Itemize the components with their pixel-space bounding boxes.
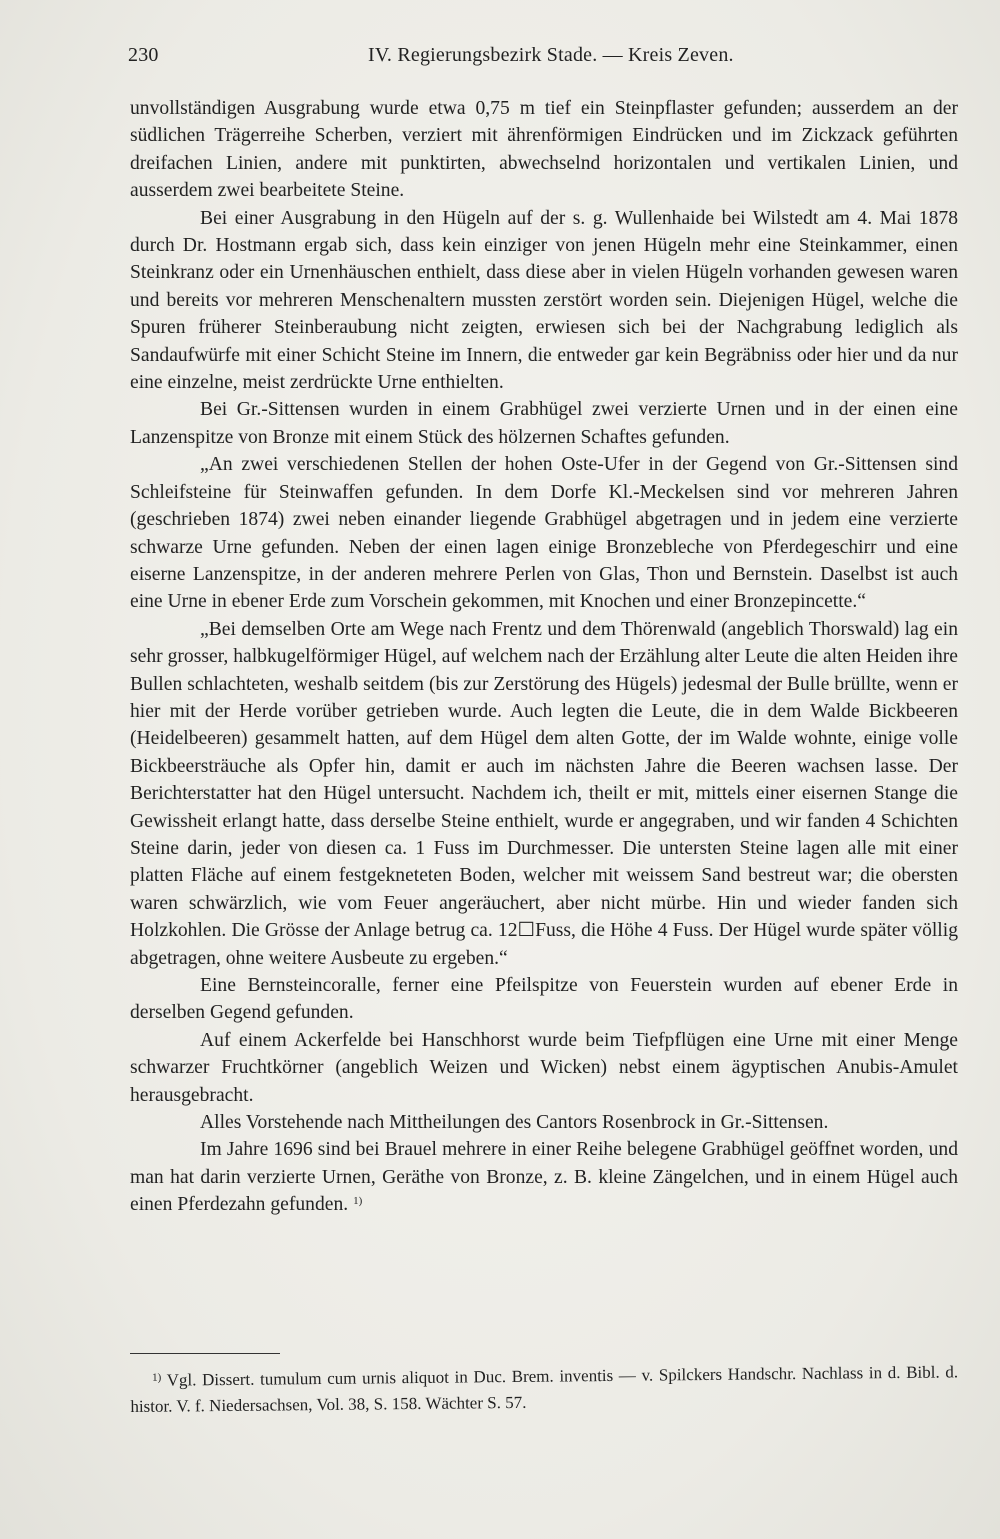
paragraph: Alles Vorstehende nach Mittheilungen des Cantors Rosenbrock in Gr.-Sittensen. (200, 1112, 829, 1134)
paragraph-with-footnote-ref (130, 1136, 958, 1218)
paragraph-text: Im Jahre 1696 sind bei Brauel mehrere in einer Reihe belegene Grabhügel geöffnet worden, und man hat darin verzierte Urnen, Geräthe von Bronze, z. B. kleine Zängelchen, und in einem Hügel auch einen Pferdezahn gefunden. (130, 1139, 958, 1216)
footnote-divider (130, 1353, 280, 1354)
running-title: IV. Regierungsbezirk Stade. — Kreis Zeven. (368, 44, 734, 66)
footnote (130, 1359, 958, 1420)
main-text (130, 95, 958, 1219)
paragraph: unvollständigen Ausgrabung wurde etwa 0,75 m tief ein Steinpflaster gefunden; ausserdem an der südlichen Trägerreihe Scherben, verziert mit ährenförmigen Eindrücken und im Zickzack geführten dreifachen Linien, andere mit punktirten, abwechselnd horizontalen und vertikalen Linien, und ausserdem zwei bearbeitete Steine. (130, 98, 958, 202)
paragraph: „An zwei verschiedenen Stellen der hohen Oste-Ufer in der Gegend von Gr.-Sittensen sind Schleifsteine für Steinwaffen gefunden. In dem Dorfe Kl.-Meckelsen sind vor mehreren Jahren (geschrieben 1874) zwei neben einander liegende Grabhügel abgetragen und in jedem eine verzierte schwarze Urne gefunden. Neben der einen lagen einige Bronzebleche von Pferdegeschirr und eine eiserne Lanzenspitze, in der anderen mehrere Perlen von Glas, Thon und Bernstein. Daselbst ist auch eine Urne in ebener Erde zum Vorschein gekommen, mit Knochen und einer Bronzepincette.“ (130, 454, 958, 613)
paragraph: Eine Bernsteincoralle, ferner eine Pfeilspitze von Feuerstein wurden auf ebener Erde in derselben Gegend gefunden. (130, 975, 958, 1024)
paragraph: Bei Gr.-Sittensen wurden in einem Grabhügel zwei verzierte Urnen und in der einen eine Lanzenspitze von Bronze mit einem Stück des hölzernen Schaftes gefunden. (130, 399, 958, 448)
paragraph: „Bei demselben Orte am Wege nach Frentz und dem Thörenwald (angeblich Thorswald) lag ein sehr grosser, halbkugelförmiger Hügel, auf welchem nach der Erzählung alter Leute die alten Heiden ihre Bullen schlachteten, weshalb seitdem (bis zur Zerstörung des Hügels) jedesmal der Bulle brüllte, wenn er hier mit der Herde vorüber getrieben wurde. Auch legten die Leute, die in dem Walde Bickbeeren (Heidelbeeren) gesammelt hatten, auf dem Hügel dem alten Gotte, der im Walde wohnte, einige volle Bickbeersträuche als Opfer hin, damit er auch im nächsten Jahre die Beeren wachsen lasse. Der Berichterstatter hat den Hügel untersucht. Nachdem ich, theilt er mit, mittels einer eisernen Stange die Gewissheit erlangt hatte, dass derselbe Steine enthielt, wurde er angegraben, und wir fanden 4 Schichten Steine darin, jeder von diesen ca. 1 Fuss im Durchmesser. Die untersten Steine lagen alle mit einer platten Fläche auf einem festgekneteten Boden, welcher mit weissem Sand bestreut war; die obersten waren schwärzlich, wie vom Feuer angeräuchert, aber nicht mürbe. Hin und wieder fanden sich Holzkohlen. Die Grösse der Anlage betrug ca. 12☐Fuss, die Höhe 4 Fuss. Der Hügel wurde später völlig abgetragen, ohne weitere Ausbeute zu ergeben.“ (130, 618, 958, 969)
footnote-body: Vgl. Dissert. tumulum cum urnis aliquot in Duc. Brem. inventis — v. Spilckers Handschr. Nachlass in d. Bibl. d. histor. V. f. Niedersachsen, Vol. 38, S. 158. Wächter S. 57. (130, 1362, 959, 1416)
footnote-text (130, 1359, 958, 1420)
footnote-marker: 1) (152, 1371, 162, 1384)
paragraph: Bei einer Ausgrabung in den Hügeln auf der s. g. Wullenhaide bei Wilstedt am 4. Mai 1878 durch Dr. Hostmann ergab sich, dass kein einziger von jenen Hügeln mehr eine Steinkammer, einen Steinkranz oder ein Urnenhäuschen enthielt, dass diese aber in vielen Hügeln vorhanden gewesen waren und bereits vor mehreren Menschenaltern mussten zerstört worden sein. Diejenigen Hügel, welche die Spuren früherer Steinberaubung nicht zeigten, erwiesen sich bei der Nachgrabung lediglich als Sandaufwürfe mit einer Schicht Steine im Innern, die entweder gar kein Begräbniss oder hier und da nur eine einzelne, meist zerdrückte Urne enthielten. (130, 207, 958, 394)
footnote-reference: 1) (353, 1195, 363, 1208)
paragraph: Auf einem Ackerfelde bei Hanschhorst wurde beim Tiefpflügen eine Urne mit einer Menge schwarzer Fruchtkörner (angeblich Weizen und Wicken) nebst einem ägyptischen Anubis-Amulet herausgebracht. (130, 1029, 958, 1106)
page-number: 230 (128, 44, 159, 66)
